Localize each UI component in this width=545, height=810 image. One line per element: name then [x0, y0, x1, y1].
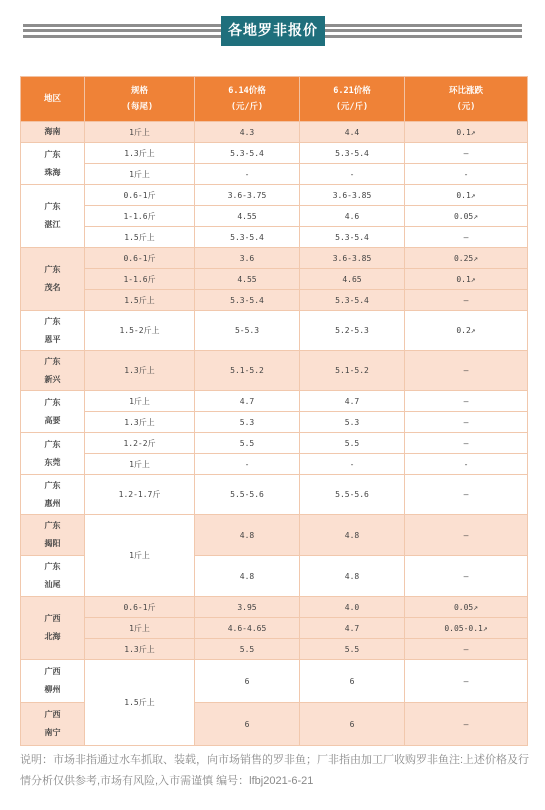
price-1-cell: 4.6-4.65	[195, 618, 300, 639]
spec-cell: 1.5斤上	[85, 660, 195, 746]
region-cell: 广东 恩平	[21, 311, 85, 351]
spec-cell: 1-1.6斤	[85, 206, 195, 227]
spec-cell: 1.5-2斤上	[85, 311, 195, 351]
price-2-cell: -	[300, 164, 405, 185]
table-row	[21, 185, 528, 206]
price-1-cell: 5.5	[195, 639, 300, 660]
title-banner	[0, 0, 545, 62]
region-cell: 广西 南宁	[21, 703, 85, 746]
footnote: 说明：市场非指通过水车抓取、装载，向市场销售的罗非鱼；厂非指由加工厂收购罗非鱼注:上述价格及行情分析仅供参考,市场有风险,入市需谨慎 编号：lfbj2021-6-21	[20, 754, 530, 787]
table-row	[21, 290, 528, 311]
table-header-row	[21, 77, 528, 122]
spec-cell: 1斤上	[85, 164, 195, 185]
price-2-cell: 5.3-5.4	[300, 290, 405, 311]
spec-cell: 1-1.6斤	[85, 269, 195, 290]
region-cell: 广东 惠州	[21, 475, 85, 515]
price-2-cell: 4.7	[300, 391, 405, 412]
price-2-cell: 5.2-5.3	[300, 311, 405, 351]
change-cell: —	[405, 703, 528, 746]
price-1-cell: 4.8	[195, 556, 300, 597]
price-2-cell: 5.3-5.4	[300, 227, 405, 248]
change-cell: —	[405, 227, 528, 248]
price-2-cell: 5.3-5.4	[300, 143, 405, 164]
region-cell: 广东 茂名	[21, 248, 85, 311]
table-row	[21, 248, 528, 269]
spec-cell: 1斤上	[85, 618, 195, 639]
price-2-cell: 5.5	[300, 639, 405, 660]
change-cell: 0.25↗	[405, 248, 528, 269]
spec-cell: 1.3斤上	[85, 412, 195, 433]
table-row	[21, 660, 528, 703]
spec-cell: 1.3斤上	[85, 351, 195, 391]
price-1-cell: 5-5.3	[195, 311, 300, 351]
table-row	[21, 122, 528, 143]
change-cell: —	[405, 515, 528, 556]
price-2-cell: 5.5-5.6	[300, 475, 405, 515]
table-row	[21, 433, 528, 454]
price-1-cell: 6	[195, 703, 300, 746]
change-cell: 0.1↗	[405, 185, 528, 206]
header-change: 环比涨跌 (元)	[405, 77, 528, 122]
region-cell: 广东 珠海	[21, 143, 85, 185]
header-price-1: 6.14价格 (元/斤)	[195, 77, 300, 122]
spec-cell: 1.2-2斤	[85, 433, 195, 454]
spec-cell: 1.3斤上	[85, 143, 195, 164]
table-row	[21, 639, 528, 660]
table-row	[21, 206, 528, 227]
price-table	[20, 76, 528, 746]
table-row	[21, 143, 528, 164]
change-cell: —	[405, 639, 528, 660]
spec-cell: 0.6-1斤	[85, 248, 195, 269]
price-1-cell: 3.6-3.75	[195, 185, 300, 206]
region-cell: 广东 东莞	[21, 433, 85, 475]
change-cell: —	[405, 391, 528, 412]
price-2-cell: 3.6-3.85	[300, 248, 405, 269]
spec-cell: 1.3斤上	[85, 639, 195, 660]
price-2-cell: 4.7	[300, 618, 405, 639]
price-2-cell: 4.8	[300, 556, 405, 597]
table-body	[21, 122, 528, 746]
spec-cell: 1.5斤上	[85, 290, 195, 311]
table-row	[21, 391, 528, 412]
page-title: 各地罗非报价	[221, 16, 325, 46]
table-row	[21, 597, 528, 618]
change-cell: —	[405, 556, 528, 597]
price-2-cell: 4.4	[300, 122, 405, 143]
price-2-cell: -	[300, 454, 405, 475]
table-row	[21, 227, 528, 248]
region-cell: 海南	[21, 122, 85, 143]
price-1-cell: 5.3-5.4	[195, 143, 300, 164]
price-1-cell: 5.3-5.4	[195, 290, 300, 311]
price-2-cell: 6	[300, 660, 405, 703]
change-cell: 0.05↗	[405, 597, 528, 618]
table-row	[21, 412, 528, 433]
price-1-cell: -	[195, 164, 300, 185]
region-cell: 广东 汕尾	[21, 556, 85, 597]
spec-cell: 1斤上	[85, 515, 195, 597]
price-1-cell: 4.3	[195, 122, 300, 143]
change-cell: 0.05-0.1↗	[405, 618, 528, 639]
change-cell: -	[405, 164, 528, 185]
header-spec: 规格 (每尾)	[85, 77, 195, 122]
spec-cell: 1斤上	[85, 454, 195, 475]
price-2-cell: 4.8	[300, 515, 405, 556]
change-cell: 0.1↗	[405, 122, 528, 143]
change-cell: —	[405, 412, 528, 433]
price-2-cell: 4.0	[300, 597, 405, 618]
header-region: 地区	[21, 77, 85, 122]
spec-cell: 1.2-1.7斤	[85, 475, 195, 515]
change-cell: —	[405, 351, 528, 391]
change-cell: —	[405, 660, 528, 703]
price-2-cell: 4.65	[300, 269, 405, 290]
price-1-cell: 5.5-5.6	[195, 475, 300, 515]
price-1-cell: -	[195, 454, 300, 475]
price-2-cell: 4.6	[300, 206, 405, 227]
price-2-cell: 6	[300, 703, 405, 746]
table-row	[21, 351, 528, 391]
table-row	[21, 475, 528, 515]
price-1-cell: 5.3-5.4	[195, 227, 300, 248]
table-row	[21, 515, 528, 556]
table-row	[21, 269, 528, 290]
region-cell: 广东 湛江	[21, 185, 85, 248]
price-1-cell: 5.3	[195, 412, 300, 433]
table-row	[21, 618, 528, 639]
price-1-cell: 4.55	[195, 269, 300, 290]
change-cell: —	[405, 290, 528, 311]
spec-cell: 1斤上	[85, 391, 195, 412]
price-2-cell: 5.5	[300, 433, 405, 454]
change-cell: —	[405, 143, 528, 164]
region-cell: 广西 柳州	[21, 660, 85, 703]
price-1-cell: 3.6	[195, 248, 300, 269]
spec-cell: 0.6-1斤	[85, 597, 195, 618]
price-1-cell: 3.95	[195, 597, 300, 618]
change-cell: —	[405, 433, 528, 454]
spec-cell: 1.5斤上	[85, 227, 195, 248]
table-row	[21, 454, 528, 475]
change-cell: 0.1↗	[405, 269, 528, 290]
table-row	[21, 311, 528, 351]
spec-cell: 0.6-1斤	[85, 185, 195, 206]
price-1-cell: 4.8	[195, 515, 300, 556]
region-cell: 广东 高要	[21, 391, 85, 433]
spec-cell: 1斤上	[85, 122, 195, 143]
price-1-cell: 6	[195, 660, 300, 703]
change-cell: 0.2↗	[405, 311, 528, 351]
price-1-cell: 4.7	[195, 391, 300, 412]
header-price-2: 6.21价格 (元/斤)	[300, 77, 405, 122]
price-1-cell: 4.55	[195, 206, 300, 227]
price-2-cell: 5.1-5.2	[300, 351, 405, 391]
region-cell: 广东 揭阳	[21, 515, 85, 556]
region-cell: 广东 新兴	[21, 351, 85, 391]
table-row	[21, 164, 528, 185]
region-cell: 广西 北海	[21, 597, 85, 660]
price-1-cell: 5.5	[195, 433, 300, 454]
price-2-cell: 5.3	[300, 412, 405, 433]
price-2-cell: 3.6-3.85	[300, 185, 405, 206]
price-1-cell: 5.1-5.2	[195, 351, 300, 391]
change-cell: 0.05↗	[405, 206, 528, 227]
change-cell: —	[405, 475, 528, 515]
change-cell: -	[405, 454, 528, 475]
